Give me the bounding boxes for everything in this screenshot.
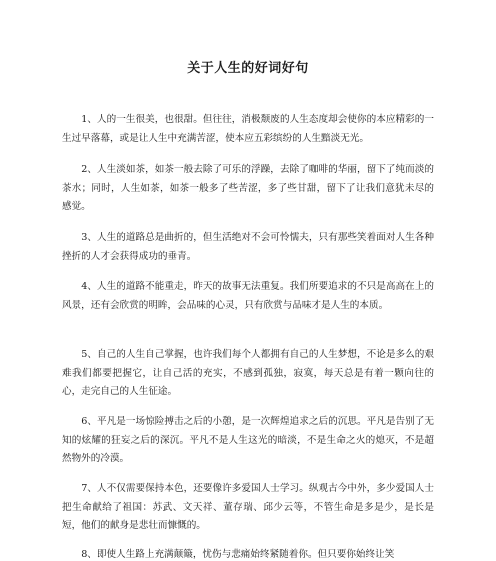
paragraph-6: 6、平凡是一场惊险搏击之后的小憩，是一次辉煌追求之后的沉思。平凡是告别了无知的炫耀的狂妄之后的深沉。平凡不是人生这光的暗淡，不是生命之火的熄灭，不是超然物外的冷漠。 bbox=[62, 416, 434, 464]
paragraph-2: 2、人生淡如茶，如茶一般去除了可乐的浮躁，去除了咖啡的华丽，留下了纯而淡的茶水；同时，人生如茶，如茶一般多了些苦涩，多了些甘甜，留下了让我们意犹未尽的感觉。 bbox=[62, 164, 434, 212]
paragraph-1: 1、人的一生很美，也很甜。但往往，消极颓废的人生态度却会使你的本应精彩的一生过早落幕，或是让人生中充满苦涩，使本应五彩缤纷的人生黯淡无光。 bbox=[62, 114, 434, 144]
paragraph-3: 3、人生的道路总是曲折的，但生活绝对不会可怜懦夫，只有那些笑着面对人生各种挫折的人才会获得成功的垂青。 bbox=[62, 232, 434, 262]
paragraph-8: 8、即使人生路上充满颠簸，忧伤与悲痛始终紧随着你。但只要你始终让笑 bbox=[81, 549, 395, 560]
paragraph-5: 5、自己的人生自己掌握，也许我们每个人都拥有自己的人生梦想，不论是多么的艰难我们都要把握它，让自己活的充实，不感到孤独，寂寞，每天总是有着一颗向往的心，走完自己的人生征途。 bbox=[62, 349, 434, 397]
paragraph-4: 4、人生的道路不能重走，昨天的故事无法重复。我们所要追求的不只是高高在上的风景，还有会欣赏的明眸，会品味的心灵，只有欣赏与品味才是人生的本质。 bbox=[62, 281, 434, 311]
document-title: 关于人生的好词好句 bbox=[187, 61, 309, 76]
paragraph-7: 7、人不仅需要保持本色，还要像许多爱国人士学习。纵观古今中外，多少爱国人士把生命献给了祖国：苏武、文天祥、董存瑞、邱少云等，不管生命是多是少，是长是短，他们的献身是悲壮而慷慨的。 bbox=[62, 483, 434, 531]
